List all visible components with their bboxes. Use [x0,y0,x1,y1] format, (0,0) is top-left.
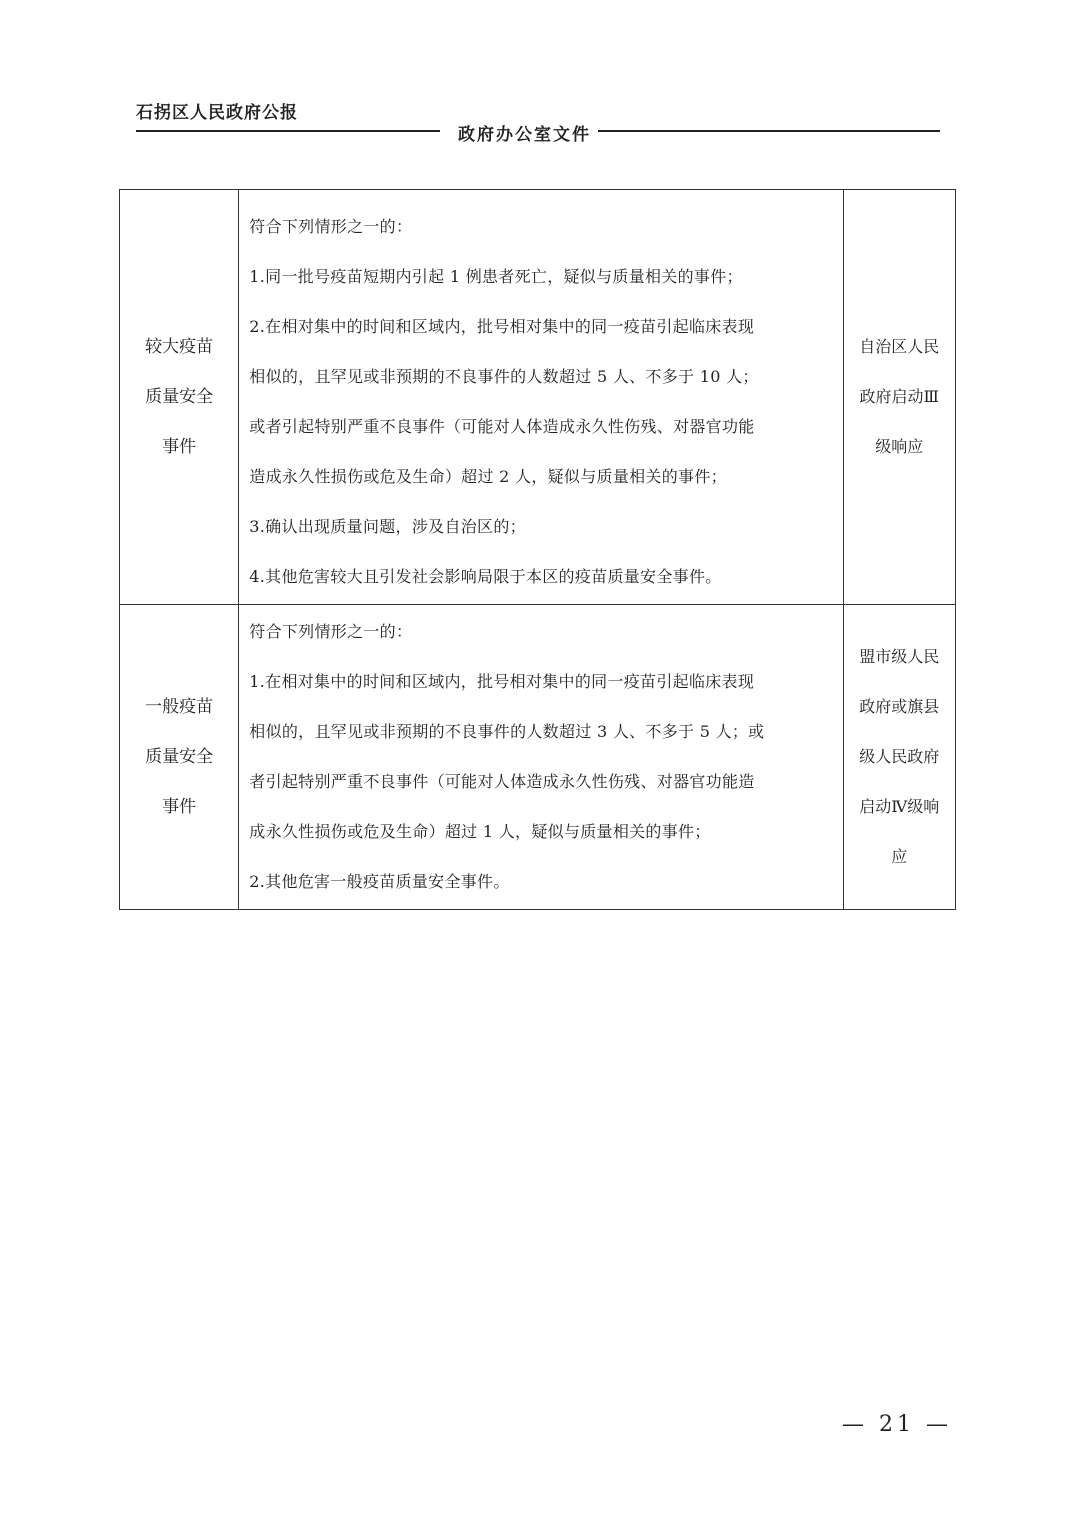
response-line: 政府启动Ⅲ [859,387,939,406]
response-line: 级响应 [875,437,924,456]
response-cell [843,190,955,605]
condition-line: 符合下列情形之一的： [249,622,413,641]
condition-line: 2.在相对集中的时间和区域内，批号相对集中的同一疫苗引起临床表现 [249,317,755,336]
publication-title: 石拐区人民政府公报 [136,103,298,123]
header-rule-left [136,130,440,132]
response-line: 自治区人民 [859,337,940,356]
event-level-line: 质量安全 [145,387,214,407]
condition-line: 成永久性损伤或危及生命）超过 1 人，疑似与质量相关的事件； [249,822,711,841]
condition-line: 相似的，且罕见或非预期的不良事件的人数超过 5 人、不多于 10 人； [249,367,759,386]
section-label: 政府办公室文件 [458,125,591,145]
table-row [120,605,956,910]
event-level-line: 事件 [162,437,197,457]
condition-line: 3.确认出现质量问题，涉及自治区的； [249,517,526,536]
event-level-line: 较大疫苗 [145,337,214,357]
condition-line: 1.在相对集中的时间和区域内，批号相对集中的同一疫苗引起临床表现 [249,672,755,691]
event-grade-table [119,189,956,910]
condition-line: 者引起特别严重不良事件（可能对人体造成永久性伤残、对器官功能造 [249,772,755,791]
conditions-cell [239,605,843,910]
response-line: 启动Ⅳ级响 [859,797,940,816]
condition-line: 2.其他危害一般疫苗质量安全事件。 [249,872,510,891]
condition-line: 符合下列情形之一的： [249,217,413,236]
condition-line: 或者引起特别严重不良事件（可能对人体造成永久性伤残、对器官功能 [249,417,755,436]
table-row [120,190,956,605]
condition-line: 1.同一批号疫苗短期内引起 1 例患者死亡，疑似与质量相关的事件； [249,267,743,286]
event-level-line: 一般疫苗 [145,697,214,717]
condition-line: 相似的，且罕见或非预期的不良事件的人数超过 3 人、不多于 5 人；或 [249,722,765,741]
response-line: 级人民政府 [859,747,940,766]
response-line: 应 [891,847,908,866]
conditions-cell [239,190,843,605]
condition-line: 造成永久性损伤或危及生命）超过 2 人，疑似与质量相关的事件； [249,467,727,486]
page-number: — 21 — [842,1412,952,1437]
response-cell [843,605,955,910]
event-level-line: 事件 [162,797,197,817]
event-level-line: 质量安全 [145,747,214,767]
response-line: 盟市级人民 [859,647,940,666]
response-line: 政府或旗县 [859,697,940,716]
event-level-cell [120,190,239,605]
condition-line: 4.其他危害较大且引发社会影响局限于本区的疫苗质量安全事件。 [249,567,722,586]
event-level-cell [120,605,239,910]
header-rule-right [598,130,940,132]
